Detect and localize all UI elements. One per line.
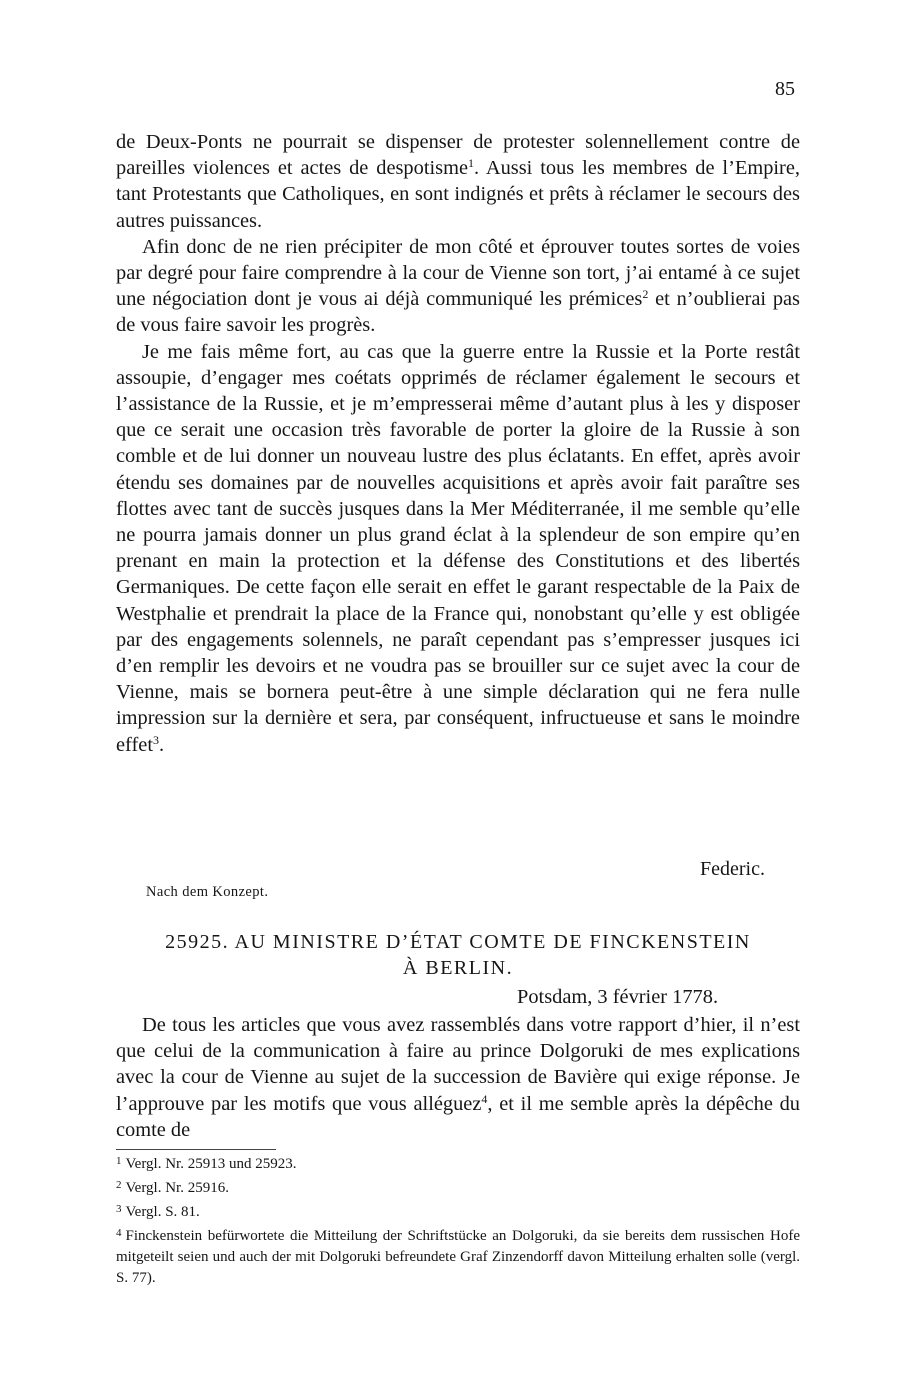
paragraph-3: Je me fais même fort, au cas que la guerre entre la Russie et la Porte restât assoupie, d’engager mes coétats opprimés de réclamer également le secours et l’assistance de la Russie, et je m’empresserai même d’autant plus à les y disposer que ce serait une occasion très favorable de porter la gloire de la Russie à son comble et de lui donner un nouveau lustre des plus éclatants. En effet, après avoir étendu ses domaines par de nouvelles acquisitions et après avoir fait paraître ses flottes avec tant de succès jusques dans la Mer Méditerranée, il me semble qu’elle ne pourra jamais donner un plus grand éclat à la splendeur de son empire qu’en prenant en main la protection et la défense des Constitutions et des libertés Germaniques. De cette façon elle serait en effet le garant respectable de la Paix de Westphalie et prendrait la place de la France qui, nonobstant qu’elle y est obligée par des engagements solennels, ne paraît cependant pas s’empresser jusques ici d’en remplir les devoirs et ne voudra pas se brouiller sur ce sujet avec la cour de Vienne, mais se bornera peut-être à une simple déclaration qui ne fera nulle impression sur la dernière et sera, par conséquent, infructueuse et sans le moindre effet$^3$. xyxy=(116,340,800,756)
footnotes xyxy=(116,1151,800,1289)
footnote-1: $^1$ Vergl. Nr. 25913 und 25923. xyxy=(116,1155,297,1172)
letter-heading-line-1: 25925. AU MINISTRE D’ÉTAT COMTE DE FINCKENSTEIN xyxy=(165,931,751,953)
footnote-3: $^3$ Vergl. S. 81. xyxy=(116,1203,200,1220)
paragraph-4: De tous les articles que vous avez rassemblés dans votre rapport d’hier, il n’est que celui de la communication à faire au prince Dolgoruki de mes explications avec la cour de Vienne au sujet de la succession de Bavière qui exige réponse. Je l’approuve par les motifs que vous alléguez$^4$, et il me semble après la dépêche du comte de xyxy=(116,1014,800,1141)
footnote-2: $^2$ Vergl. Nr. 25916. xyxy=(116,1179,229,1196)
footnote-ref-3[interactable]: 3 xyxy=(152,732,159,747)
signature: Federic. xyxy=(700,858,765,880)
paragraph-2: Afin donc de ne rien précipiter de mon côté et éprouver toutes sortes de voies par degré pour faire comprendre à la cour de Vienne son tort, j’ai entamé à ce sujet une négociation dont je vous ai déjà communiqué les prémices$^2$ et n’oublierai pas de vous faire savoir les progrès. xyxy=(116,235,800,337)
page-number: 85 xyxy=(775,78,795,100)
letter-heading xyxy=(116,929,800,981)
paragraph-1: de Deux-Ponts ne pourrait se dispenser de protester solennellement contre de pareilles violences et actes de despotisme$^1$. Aussi tous les membres de l’Empire, tant Protestants que Catholiques, en sont indignés et prêts à réclamer le secours des autres puissances. xyxy=(116,131,800,232)
footnote-4: $^4$ Finckenstein befürwortete die Mitteilung der Schriftstücke an Dolgoruki, da sie bereits dem russischen Hofe mitgeteilt seien und auch der mit Dolgoruki befreundete Graf Zinzendorff davon Mitteilung erhalten solle (vergl. S. 77). xyxy=(116,1227,800,1286)
letter-body-lower xyxy=(116,1012,800,1143)
dateline: Potsdam, 3 février 1778. xyxy=(517,986,719,1008)
letter-body-upper xyxy=(116,129,800,758)
source-note: Nach dem Konzept. xyxy=(146,884,269,900)
footnote-divider xyxy=(116,1149,276,1150)
footnote-ref-2[interactable]: 2 xyxy=(642,287,649,302)
footnote-ref-4[interactable]: 4 xyxy=(481,1091,488,1106)
footnote-ref-1[interactable]: 1 xyxy=(468,156,474,171)
letter-heading-line-2: À BERLIN. xyxy=(402,957,514,979)
